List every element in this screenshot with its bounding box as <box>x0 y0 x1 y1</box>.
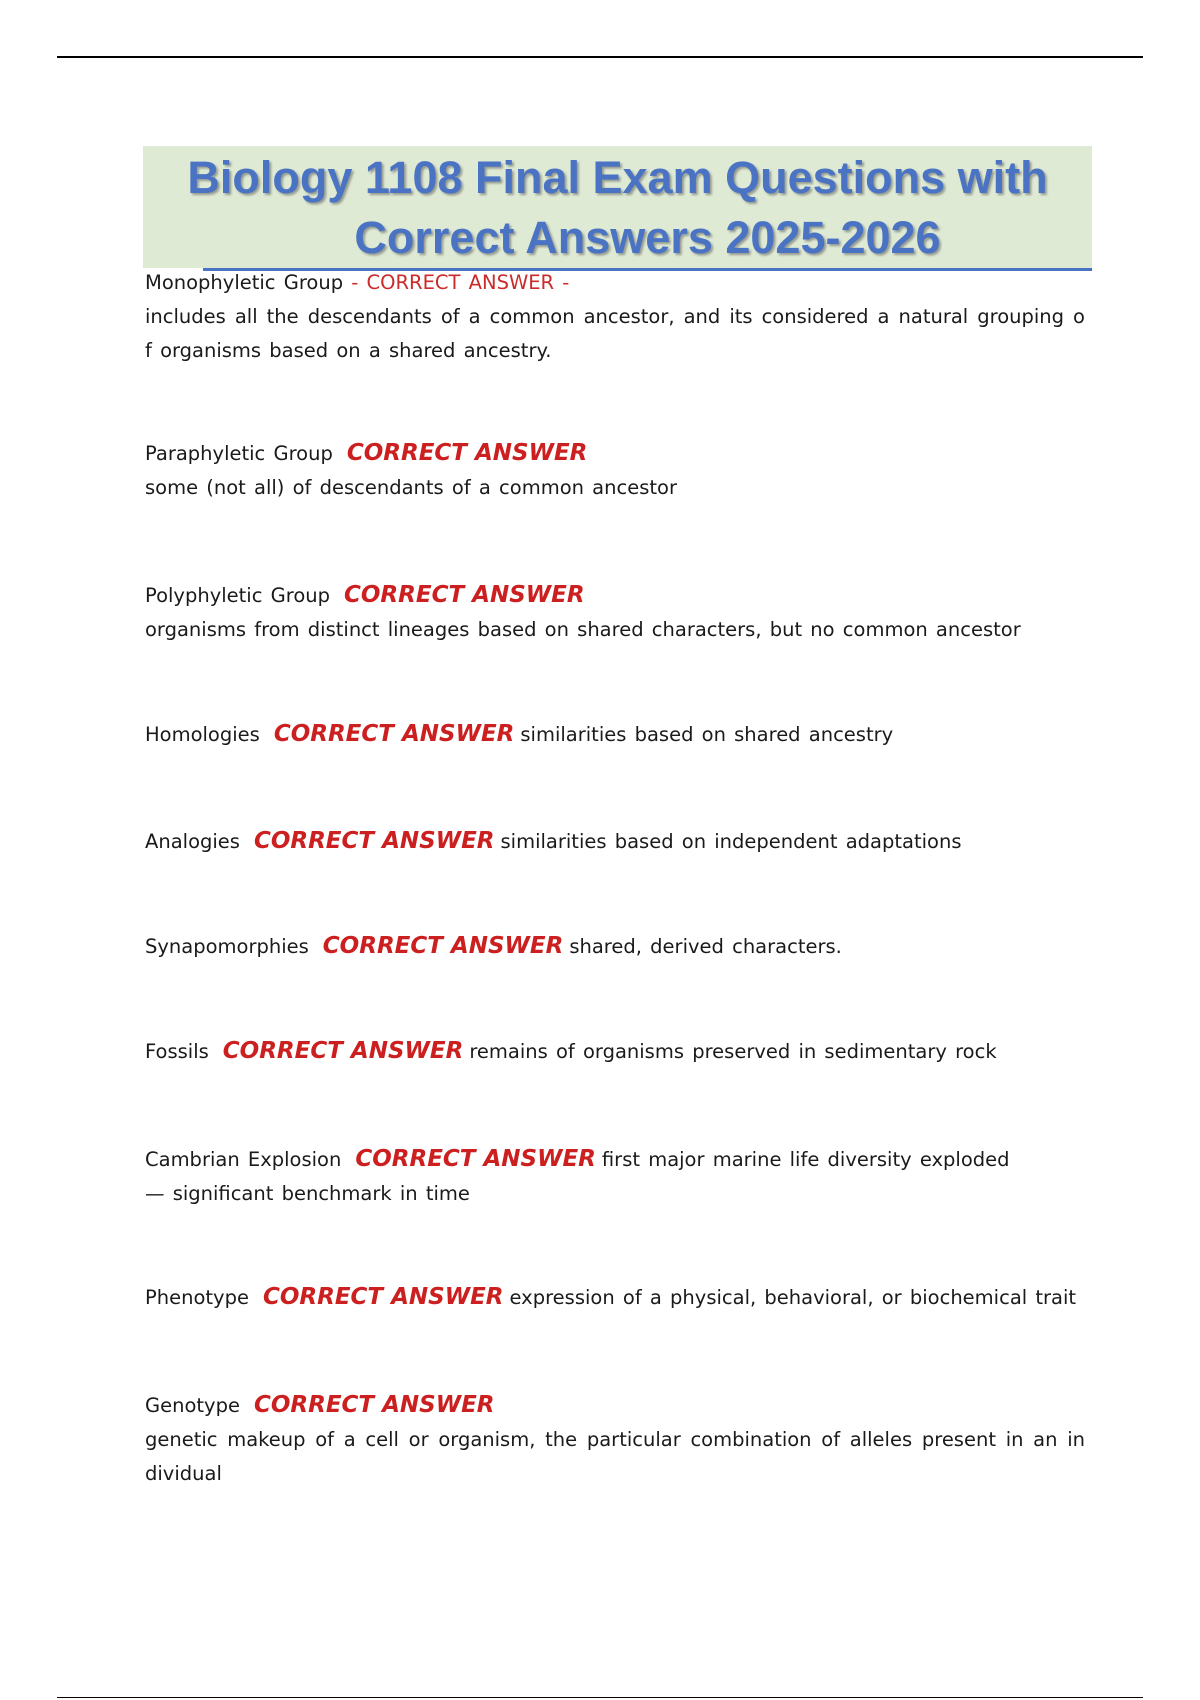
qa-entry-polyphyletic <box>145 578 1085 647</box>
entry-definition: similarities based on independent adaptations <box>500 830 962 853</box>
correct-answer-tag: CORRECT ANSWER <box>346 440 588 466</box>
entry-term: Monophyletic Group <box>145 271 344 294</box>
entry-definition: remains of organisms preserved in sedimentary rock <box>469 1040 997 1063</box>
correct-answer-tag: CORRECT ANSWER <box>322 933 564 959</box>
entry-definition: similarities based on shared ancestry <box>520 723 894 746</box>
entry-term: Paraphyletic Group <box>145 442 333 465</box>
entry-term: Polyphyletic Group <box>145 584 330 607</box>
entry-definition: expression of a physical, behavioral, or biochemical trait <box>509 1286 1077 1309</box>
correct-answer-tag: CORRECT ANSWER <box>344 582 585 608</box>
qa-entry-synapomorphies <box>145 929 1085 964</box>
document-title <box>143 148 1092 271</box>
footer-rule <box>57 1697 1143 1698</box>
entry-term: Genotype <box>145 1394 240 1417</box>
correct-answer-tag: CORRECT ANSWER <box>222 1038 464 1064</box>
header-rule <box>57 56 1143 58</box>
qa-entry-homologies <box>145 717 1085 752</box>
qa-entry-cambrian-explosion <box>145 1142 1025 1211</box>
qa-entry-monophyletic <box>145 266 1085 368</box>
entry-definition: includes all the descendants of a common ancestor, and its considered a natural grouping o f organisms based on a shared ancestry. <box>145 305 1085 362</box>
entry-term: Fossils <box>145 1040 209 1063</box>
entry-definition: some (not all) of descendants of a common ancestor <box>145 476 677 499</box>
title-line-1: Biology 1108 Final Exam Questions with <box>187 152 1048 203</box>
entry-term: Cambrian Explosion <box>145 1148 342 1171</box>
entry-definition: first major marine life diversity exploded— significant benchmark in time <box>145 1148 1010 1205</box>
entry-definition: organisms from distinct lineages based on shared characters, but no common ancestor <box>145 618 1021 641</box>
correct-answer-tag: CORRECT ANSWER <box>253 828 495 854</box>
qa-entry-genotype <box>145 1388 1085 1491</box>
correct-answer-tag: CORRECT ANSWER <box>355 1146 596 1172</box>
entry-definition: shared, derived characters. <box>569 935 842 958</box>
correct-answer-tag: CORRECT ANSWER <box>253 1392 495 1418</box>
qa-entry-paraphyletic <box>145 436 1085 505</box>
qa-entry-phenotype <box>145 1280 1085 1315</box>
correct-answer-tag: - CORRECT ANSWER - <box>351 271 570 294</box>
entry-term: Synapomorphies <box>145 935 309 958</box>
correct-answer-tag: CORRECT ANSWER <box>273 721 515 747</box>
entry-term: Phenotype <box>145 1286 249 1309</box>
title-line-2: Correct Answers 2025-2026 <box>143 208 1092 271</box>
entry-term: Analogies <box>145 830 240 853</box>
correct-answer-tag: CORRECT ANSWER <box>262 1284 504 1310</box>
qa-entry-analogies <box>145 824 1085 859</box>
entry-term: Homologies <box>145 723 260 746</box>
qa-entry-fossils <box>145 1034 1085 1069</box>
entry-definition: genetic makeup of a cell or organism, the particular combination of alleles present in an in dividual <box>145 1428 1085 1485</box>
